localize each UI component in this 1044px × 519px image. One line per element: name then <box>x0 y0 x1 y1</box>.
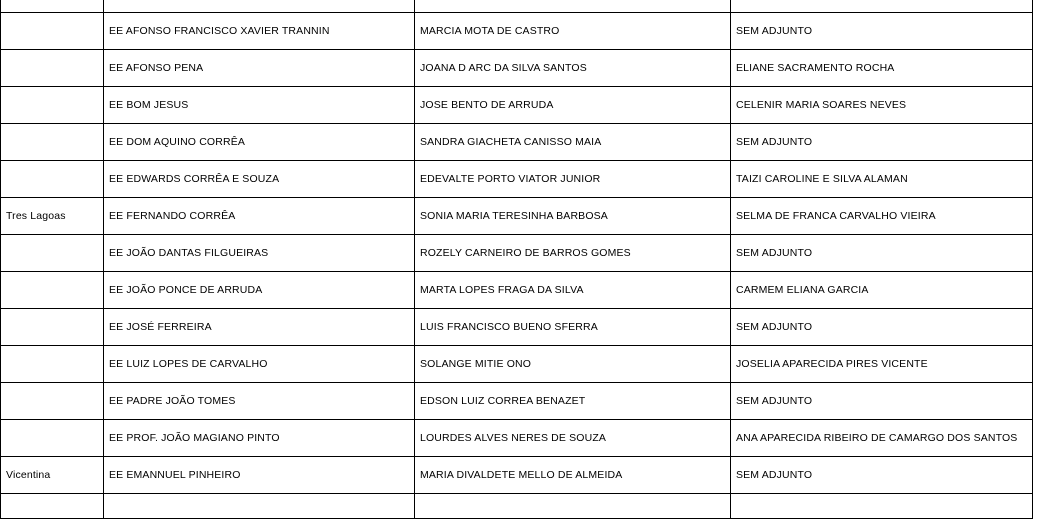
table-row <box>1 383 1033 420</box>
table-row <box>1 272 1033 309</box>
cell-deputy: ELIANE SACRAMENTO ROCHA <box>731 50 1033 87</box>
cell-director: EDSON LUIZ CORREA BENAZET <box>415 383 731 420</box>
cell-city <box>1 420 104 457</box>
cell-school: EE JOÃO PONCE DE ARRUDA <box>104 272 415 309</box>
table-row <box>1 0 1033 13</box>
cell-deputy: SEM ADJUNTO <box>731 309 1033 346</box>
cell-deputy: SEM ADJUNTO <box>731 13 1033 50</box>
cell-director: MARIA DIVALDETE MELLO DE ALMEIDA <box>415 457 731 494</box>
cell-school: EE EDWARDS CORRÊA E SOUZA <box>104 161 415 198</box>
cell-city: Tres Lagoas <box>1 198 104 235</box>
cell-director: SOLANGE MITIE ONO <box>415 346 731 383</box>
cell-director: MARTA LOPES FRAGA DA SILVA <box>415 272 731 309</box>
cell-city <box>1 13 104 50</box>
cell-deputy: JOSELIA APARECIDA PIRES VICENTE <box>731 346 1033 383</box>
cell-city <box>1 346 104 383</box>
cell-school: EE LUIZ LOPES DE CARVALHO <box>104 346 415 383</box>
cell-director: JOSE BENTO DE ARRUDA <box>415 87 731 124</box>
cell-school: EE PROF. JOÃO MAGIANO PINTO <box>104 420 415 457</box>
cell-deputy: SEM ADJUNTO <box>731 383 1033 420</box>
cell-director: SANDRA GIACHETA CANISSO MAIA <box>415 124 731 161</box>
cell-school <box>104 494 415 519</box>
table-row <box>1 309 1033 346</box>
cell-city <box>1 0 104 13</box>
cell-city: Vicentina <box>1 457 104 494</box>
table-row <box>1 87 1033 124</box>
cell-school: EE EMANNUEL PINHEIRO <box>104 457 415 494</box>
table-row <box>1 198 1033 235</box>
cell-city <box>1 87 104 124</box>
cell-director: LUIS FRANCISCO BUENO SFERRA <box>415 309 731 346</box>
table-row <box>1 13 1033 50</box>
cell-school: EE AFONSO PENA <box>104 50 415 87</box>
cell-city <box>1 272 104 309</box>
cell-director: LOURDES ALVES NERES DE SOUZA <box>415 420 731 457</box>
cell-director <box>415 0 731 13</box>
cell-director: MARCIA MOTA DE CASTRO <box>415 13 731 50</box>
cell-deputy: SEM ADJUNTO <box>731 124 1033 161</box>
table-row <box>1 346 1033 383</box>
cell-city <box>1 309 104 346</box>
cell-city <box>1 235 104 272</box>
cell-school: EE JOÃO DANTAS FILGUEIRAS <box>104 235 415 272</box>
cell-director: ROZELY CARNEIRO DE BARROS GOMES <box>415 235 731 272</box>
cell-city <box>1 161 104 198</box>
table-row <box>1 161 1033 198</box>
cell-school: EE DOM AQUINO CORRÊA <box>104 124 415 161</box>
cell-city <box>1 383 104 420</box>
cell-deputy <box>731 494 1033 519</box>
table-row <box>1 420 1033 457</box>
cell-school: EE JOSÉ FERREIRA <box>104 309 415 346</box>
cell-deputy: CARMEM ELIANA GARCIA <box>731 272 1033 309</box>
table-row <box>1 494 1033 519</box>
table-row <box>1 124 1033 161</box>
table-body <box>1 0 1033 519</box>
cell-school: EE BOM JESUS <box>104 87 415 124</box>
cell-deputy: TAIZI CAROLINE E SILVA ALAMAN <box>731 161 1033 198</box>
cell-city <box>1 50 104 87</box>
cell-deputy: ANA APARECIDA RIBEIRO DE CAMARGO DOS SANTOS <box>731 420 1033 457</box>
cell-deputy: SELMA DE FRANCA CARVALHO VIEIRA <box>731 198 1033 235</box>
cell-city <box>1 494 104 519</box>
cell-director <box>415 494 731 519</box>
cell-school <box>104 0 415 13</box>
cell-city <box>1 124 104 161</box>
table-row <box>1 50 1033 87</box>
cell-school: EE AFONSO FRANCISCO XAVIER TRANNIN <box>104 13 415 50</box>
cell-deputy: CELENIR MARIA SOARES NEVES <box>731 87 1033 124</box>
cell-school: EE FERNANDO CORRÊA <box>104 198 415 235</box>
cell-deputy: SEM ADJUNTO <box>731 235 1033 272</box>
cell-director: JOANA D ARC DA SILVA SANTOS <box>415 50 731 87</box>
cell-director: EDEVALTE PORTO VIATOR JUNIOR <box>415 161 731 198</box>
cell-deputy: SEM ADJUNTO <box>731 457 1033 494</box>
cell-director: SONIA MARIA TERESINHA BARBOSA <box>415 198 731 235</box>
cell-deputy <box>731 0 1033 13</box>
cell-school: EE PADRE JOÃO TOMES <box>104 383 415 420</box>
table-row <box>1 457 1033 494</box>
table-row <box>1 235 1033 272</box>
